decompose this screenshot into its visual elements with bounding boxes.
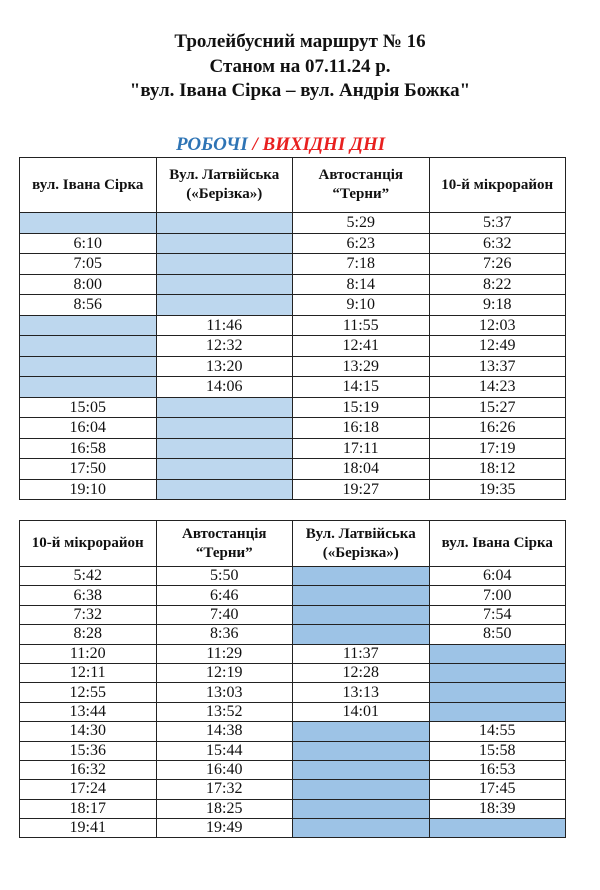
no-stop-cell	[293, 722, 430, 741]
no-stop-cell	[293, 780, 430, 799]
departure-time-cell: 5:37	[429, 213, 566, 234]
departure-time-cell: 6:46	[156, 586, 293, 605]
no-stop-cell	[293, 760, 430, 779]
departure-time-cell: 19:35	[429, 479, 566, 500]
no-stop-cell	[429, 644, 566, 663]
departure-time-cell: 6:38	[20, 586, 157, 605]
table-row	[20, 336, 566, 357]
departure-time-cell: 8:56	[20, 295, 157, 316]
departure-time-cell: 12:11	[20, 663, 157, 682]
table-row	[20, 356, 566, 377]
no-stop-cell	[156, 213, 293, 234]
table-row	[20, 741, 566, 760]
workdays-label: РОБОЧІ	[176, 134, 248, 155]
no-stop-cell	[156, 233, 293, 254]
column-header: Вул. Латвійська («Берізка»)	[293, 521, 430, 567]
no-stop-cell	[156, 438, 293, 459]
departure-time-cell: 14:23	[429, 377, 566, 398]
table-row	[20, 663, 566, 682]
no-stop-cell	[156, 459, 293, 480]
departure-time-cell: 8:50	[429, 625, 566, 644]
departure-time-cell: 6:10	[20, 233, 157, 254]
departure-time-cell: 8:00	[20, 274, 157, 295]
departure-time-cell: 5:29	[293, 213, 430, 234]
departure-time-cell: 6:32	[429, 233, 566, 254]
departure-time-cell: 18:04	[293, 459, 430, 480]
departure-time-cell: 16:04	[20, 418, 157, 439]
departure-time-cell: 12:32	[156, 336, 293, 357]
no-stop-cell	[293, 625, 430, 644]
no-stop-cell	[20, 377, 157, 398]
no-stop-cell	[293, 567, 430, 586]
departure-time-cell: 12:49	[429, 336, 566, 357]
departure-time-cell: 18:17	[20, 799, 157, 818]
table-row	[20, 780, 566, 799]
table-row	[20, 233, 566, 254]
departure-time-cell: 18:39	[429, 799, 566, 818]
no-stop-cell	[20, 336, 157, 357]
column-header: Вул. Латвійська («Берізка»)	[156, 158, 293, 213]
no-stop-cell	[156, 479, 293, 500]
table-row	[20, 397, 566, 418]
departure-time-cell: 16:40	[156, 760, 293, 779]
table-row	[20, 315, 566, 336]
table-row	[20, 377, 566, 398]
departure-time-cell: 7:54	[429, 605, 566, 624]
departure-time-cell: 12:19	[156, 663, 293, 682]
departure-time-cell: 13:37	[429, 356, 566, 377]
departure-time-cell: 16:32	[20, 760, 157, 779]
departure-time-cell: 17:24	[20, 780, 157, 799]
departure-time-cell: 15:58	[429, 741, 566, 760]
column-header: 10-й мікрорайон	[20, 521, 157, 567]
schedule-table-outbound	[19, 157, 566, 500]
departure-time-cell: 11:55	[293, 315, 430, 336]
column-header: вул. Івана Сірка	[20, 158, 157, 213]
departure-time-cell: 17:11	[293, 438, 430, 459]
departure-time-cell: 18:25	[156, 799, 293, 818]
no-stop-cell	[156, 274, 293, 295]
no-stop-cell	[293, 799, 430, 818]
departure-time-cell: 14:30	[20, 722, 157, 741]
departure-time-cell: 15:05	[20, 397, 157, 418]
departure-time-cell: 13:20	[156, 356, 293, 377]
no-stop-cell	[293, 741, 430, 760]
table-row	[20, 644, 566, 663]
table-row	[20, 586, 566, 605]
departure-time-cell: 7:05	[20, 254, 157, 275]
route-endpoints: "вул. Івана Сірка – вул. Андрія Божка"	[129, 80, 471, 101]
departure-time-cell: 15:44	[156, 741, 293, 760]
departure-time-cell: 14:06	[156, 377, 293, 398]
departure-time-cell: 9:18	[429, 295, 566, 316]
column-header: вул. Івана Сірка	[429, 521, 566, 567]
departure-time-cell: 12:03	[429, 315, 566, 336]
no-stop-cell	[429, 702, 566, 721]
departure-time-cell: 13:03	[156, 683, 293, 702]
departure-time-cell: 11:46	[156, 315, 293, 336]
departure-time-cell: 19:49	[156, 819, 293, 838]
table-header-row	[20, 158, 566, 213]
weekend-label: / ВИХІДНІ ДНІ	[247, 134, 386, 155]
departure-time-cell: 14:15	[293, 377, 430, 398]
departure-time-cell: 12:55	[20, 683, 157, 702]
table-row	[20, 702, 566, 721]
departure-time-cell: 14:55	[429, 722, 566, 741]
table-row	[20, 819, 566, 838]
departure-time-cell: 7:26	[429, 254, 566, 275]
departure-time-cell: 11:29	[156, 644, 293, 663]
no-stop-cell	[429, 819, 566, 838]
no-stop-cell	[156, 397, 293, 418]
departure-time-cell: 19:27	[293, 479, 430, 500]
departure-time-cell: 14:01	[293, 702, 430, 721]
table-row	[20, 254, 566, 275]
departure-time-cell: 13:13	[293, 683, 430, 702]
departure-time-cell: 6:23	[293, 233, 430, 254]
departure-time-cell: 16:26	[429, 418, 566, 439]
departure-time-cell: 17:45	[429, 780, 566, 799]
table-row	[20, 605, 566, 624]
departure-time-cell: 8:36	[156, 625, 293, 644]
no-stop-cell	[429, 663, 566, 682]
no-stop-cell	[429, 683, 566, 702]
no-stop-cell	[20, 356, 157, 377]
table-row	[20, 459, 566, 480]
no-stop-cell	[156, 295, 293, 316]
no-stop-cell	[20, 315, 157, 336]
column-header: 10-й мікрорайон	[429, 158, 566, 213]
departure-time-cell: 8:22	[429, 274, 566, 295]
table-row	[20, 479, 566, 500]
table-row	[20, 213, 566, 234]
table-row	[20, 438, 566, 459]
departure-time-cell: 7:18	[293, 254, 430, 275]
as-of-date: Станом на 07.11.24 р.	[209, 56, 391, 77]
no-stop-cell	[293, 819, 430, 838]
departure-time-cell: 9:10	[293, 295, 430, 316]
table-row	[20, 625, 566, 644]
column-header: Автостанція “Терни”	[293, 158, 430, 213]
departure-time-cell: 18:12	[429, 459, 566, 480]
departure-time-cell: 13:52	[156, 702, 293, 721]
departure-time-cell: 16:53	[429, 760, 566, 779]
day-type-label	[176, 133, 385, 157]
departure-time-cell: 15:36	[20, 741, 157, 760]
departure-time-cell: 5:42	[20, 567, 157, 586]
departure-time-cell: 16:58	[20, 438, 157, 459]
no-stop-cell	[156, 418, 293, 439]
no-stop-cell	[156, 254, 293, 275]
departure-time-cell: 5:50	[156, 567, 293, 586]
departure-time-cell: 17:32	[156, 780, 293, 799]
table-row	[20, 760, 566, 779]
departure-time-cell: 14:38	[156, 722, 293, 741]
departure-time-cell: 12:41	[293, 336, 430, 357]
table-row	[20, 683, 566, 702]
departure-time-cell: 7:32	[20, 605, 157, 624]
departure-time-cell: 11:20	[20, 644, 157, 663]
no-stop-cell	[293, 605, 430, 624]
table-row	[20, 799, 566, 818]
departure-time-cell: 13:44	[20, 702, 157, 721]
departure-time-cell: 16:18	[293, 418, 430, 439]
table-row	[20, 722, 566, 741]
departure-time-cell: 13:29	[293, 356, 430, 377]
no-stop-cell	[20, 213, 157, 234]
departure-time-cell: 12:28	[293, 663, 430, 682]
column-header: Автостанція “Терни”	[156, 521, 293, 567]
departure-time-cell: 19:41	[20, 819, 157, 838]
departure-time-cell: 15:19	[293, 397, 430, 418]
table-row	[20, 418, 566, 439]
table-row	[20, 274, 566, 295]
departure-time-cell: 19:10	[20, 479, 157, 500]
departure-time-cell: 17:19	[429, 438, 566, 459]
departure-time-cell: 8:28	[20, 625, 157, 644]
no-stop-cell	[293, 586, 430, 605]
schedule-table-return	[19, 520, 566, 838]
table-row	[20, 295, 566, 316]
departure-time-cell: 7:40	[156, 605, 293, 624]
departure-time-cell: 11:37	[293, 644, 430, 663]
table-header-row	[20, 521, 566, 567]
route-title: Тролейбусний маршрут № 16	[174, 31, 426, 52]
departure-time-cell: 17:50	[20, 459, 157, 480]
table-row	[20, 567, 566, 586]
departure-time-cell: 8:14	[293, 274, 430, 295]
departure-time-cell: 15:27	[429, 397, 566, 418]
departure-time-cell: 7:00	[429, 586, 566, 605]
departure-time-cell: 6:04	[429, 567, 566, 586]
